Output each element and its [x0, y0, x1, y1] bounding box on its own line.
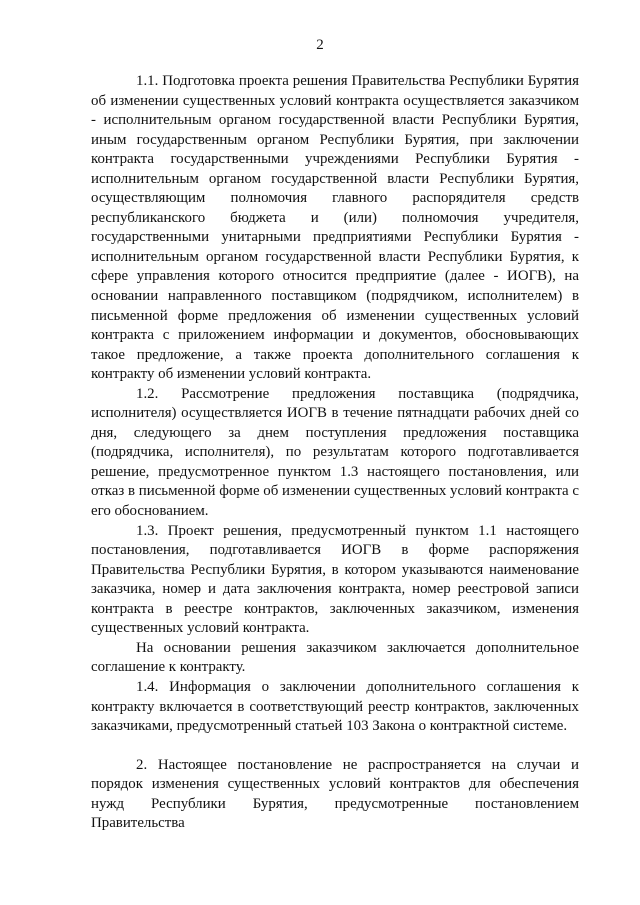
paragraph-1-3: 1.3. Проект решения, предусмотренный пунктом 1.1 настоящего постановления, подготавливается ИОГВ в форме распоряжения Правительства Республики Бурятия, в котором указываются наименование заказчика, номер и дата заключения контракта, номер реестровой записи контракта в реестре контрактов, заключенных заказчиком, изменения существенных условий контракта. [91, 522, 579, 637]
section-gap [91, 737, 579, 756]
paragraph-2: 2. Настоящее постановление не распространяется на случаи и порядок изменения существенных условий контрактов для обеспечения нужд Республики Бурятия, предусмотренные постановлением Правительства [91, 756, 579, 832]
document-body [91, 72, 579, 834]
paragraph-1-2: 1.2. Рассмотрение предложения поставщика (подрядчика, исполнителя) осуществляется ИОГВ в течение пятнадцати рабочих дней со дня, следующего за днем поступления предложения поставщика (подрядчика, исполнителя), по результатам которого подготавливается решение, предусмотренное пунктом 1.3 настоящего постановления, или отказ в письменной форме об изменении существенных условий контракта с его обоснованием. [91, 385, 579, 520]
paragraph-1-1: 1.1. Подготовка проекта решения Правительства Республики Бурятия об изменении существенных условий контракта осуществляется заказчиком - исполнительным органом государственной власти Республики Бурятия, иным государственным органом Республики Бурятия, при заключении контракта государственными учреждениями Республики Бурятия - исполнительным органом государственной власти Республики Бурятия, осуществляющим полномочия главного распорядителя средств республиканского бюджета и (или) полномочия учредителя, государственными унитарными предприятиями Республики Бурятия - исполнительным органом государственной власти Республики Бурятия, к сфере управления которого относится предприятие (далее - ИОГВ), на основании направленного поставщиком (подрядчиком, исполнителем) в письменной форме предложения об изменении существенных условий контракта с приложением информации и документов, обосновывающих такое предложение, а также проекта дополнительного соглашения к контракту об изменении условий контракта. [91, 73, 579, 383]
page-number: 2 [316, 37, 324, 53]
paragraph-1-4: 1.4. Информация о заключении дополнительного соглашения к контракту включается в соответствующий реестр контрактов, заключенных заказчиками, предусмотренный статьей 103 Закона о контрактной системе. [91, 678, 579, 735]
paragraph-basis: На основании решения заказчиком заключается дополнительное соглашение к контракту. [91, 639, 579, 676]
